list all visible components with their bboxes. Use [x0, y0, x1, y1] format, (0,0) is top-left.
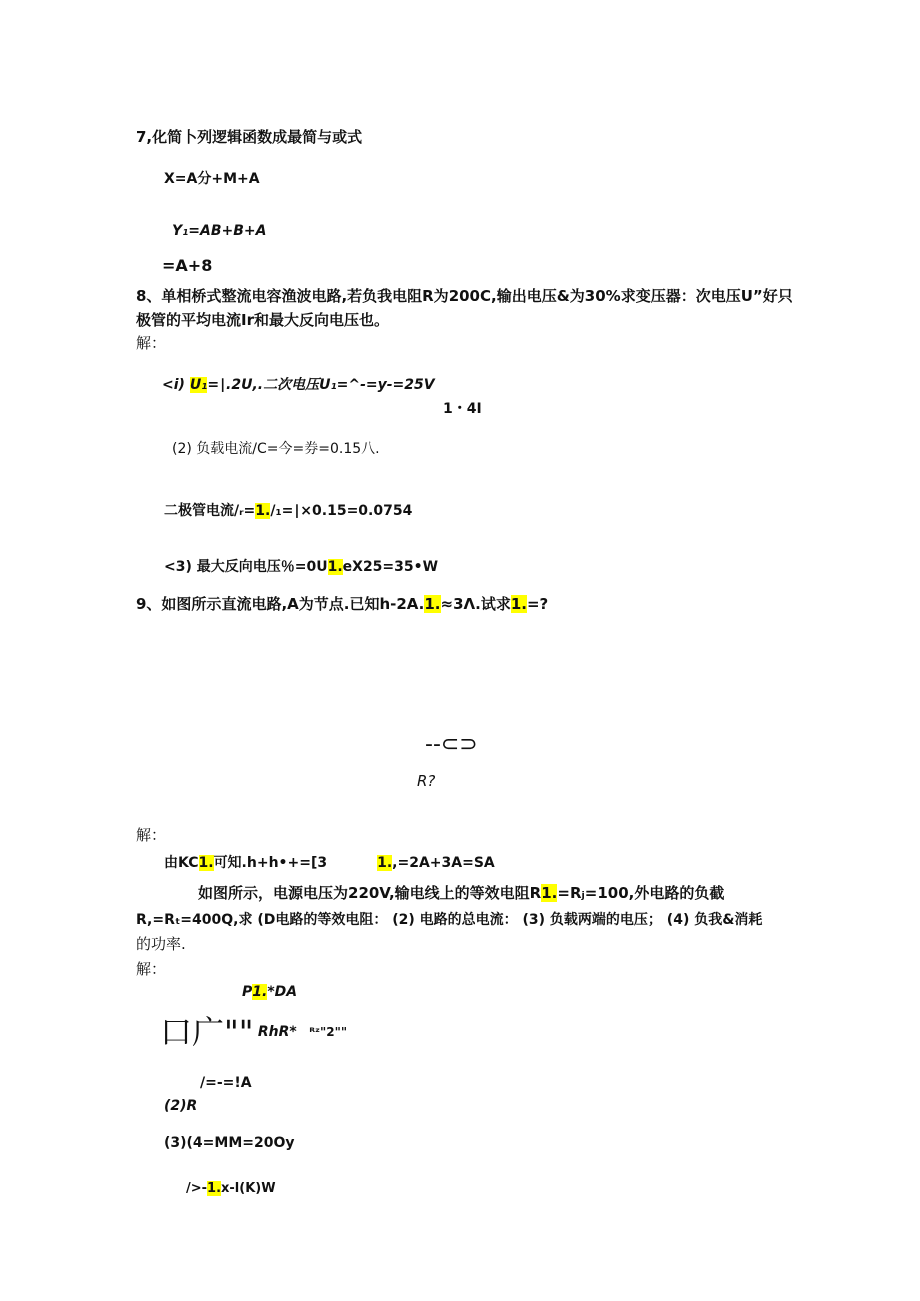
q10-paragraph-1-prefix: 如图所示，电源电压为220V,输电线上的等效电阻R: [198, 884, 542, 902]
q8-step-4: [164, 558, 438, 576]
q9-step-1-highlight-1: 1.: [198, 855, 214, 871]
q8-title-2: 极管的平均电流Ir和最大反向电压也。: [136, 311, 389, 329]
q10-step-3: (3)(4=MM=20Oy: [164, 1135, 295, 1151]
q8-step-3: [164, 502, 412, 520]
q8-step-1: [162, 376, 435, 394]
q8-solution-label: 解：: [136, 334, 167, 352]
q9-step-1-prefix: 由KC: [164, 855, 199, 871]
q10-paragraph-1: [198, 884, 724, 902]
q8-step-4-rest: eX25=35•W: [342, 559, 439, 575]
q10-current: /=-=!A: [200, 1075, 252, 1091]
q10-solution-label: 解：: [136, 960, 167, 978]
q9-title-prefix: 9、如图所示直流电路,A为节点.已知h-2A.: [136, 595, 425, 613]
q10-paragraph-1-rest: =Rⱼ=100,外电路的负截: [557, 884, 725, 902]
q10-step-p: [242, 983, 297, 1001]
q10-step-4: [186, 1180, 276, 1198]
q9-title-middle: ≈3Λ.试求: [440, 595, 511, 613]
q10-step-2: (2)R: [164, 1098, 198, 1114]
q9-title-highlight-2: 1.: [510, 595, 527, 613]
q7-line-3: =A+8: [162, 256, 213, 275]
q7-line-1: X=A分+M+A: [164, 171, 260, 187]
q9-title: [136, 595, 548, 613]
q8-step-2: (2) 负载电流/C=今=券=0.15八.: [172, 441, 380, 457]
q9-title-suffix: =?: [526, 595, 549, 613]
q9-step-1-highlight-2: 1.: [377, 855, 393, 871]
q9-figure-label: R?: [417, 772, 436, 790]
q8-step-1-denominator: 1・4I: [443, 401, 482, 417]
q10-rz: ᴿᶻ"2"": [309, 1025, 348, 1039]
q10-step-4-prefix: />-: [186, 1181, 208, 1196]
q10-step-4-rest: x-l(K)W: [221, 1181, 276, 1196]
q8-step-3-rest: /₁=∣×0.15=0.0754: [270, 503, 413, 519]
q9-title-highlight-1: 1.: [424, 595, 441, 613]
q8-title-1: 8、单相桥式整流电容渔波电路,若负我电阻R为200C,输出电压&为30%求变压器：次电压U”好只: [136, 287, 793, 305]
q10-step-p-highlight: 1.: [252, 984, 268, 1000]
q10-step-p-prefix: P: [242, 984, 253, 1000]
q8-step-3-prefix: 二极管电流/ᵣ=: [164, 503, 256, 519]
q8-step-1-prefix: <i): [162, 377, 190, 393]
q8-step-3-highlight: 1.: [255, 503, 271, 519]
q9-step-1-rest: ,=2A+3A=SA: [392, 855, 495, 871]
q10-paragraph-2: R,=Rₜ=400Q,求 (D电路的等效电阻： (2) 电路的总电流： (3) 负载两端的电压； (4) 负我&消耗: [136, 912, 763, 928]
q9-figure-resistor: --⊂⊃: [425, 732, 478, 757]
q10-rhr: RhR*: [257, 1024, 297, 1040]
q10-step-p-rest: *DA: [267, 984, 298, 1000]
q9-step-1-middle: 可知.h+h•+=[3: [213, 855, 328, 871]
q7-line-2: Y₁=AB+B+A: [172, 223, 267, 239]
q8-step-1-highlight: U₁: [189, 377, 208, 393]
q8-step-4-highlight: 1.: [327, 559, 343, 575]
q10-step-4-highlight: 1.: [207, 1181, 222, 1196]
q10-equivalent-resistance: [160, 1012, 347, 1052]
q8-step-4-prefix: <3) 最大反向电压％=0U: [164, 559, 328, 575]
q9-solution-label: 解：: [136, 826, 167, 844]
q10-big-glyphs: 口广"": [160, 1013, 254, 1051]
q9-step-1: [164, 854, 495, 872]
q8-step-1-rest: =∣.2U,.二次电压U₁=^-=y-=25V: [207, 377, 435, 393]
q10-paragraph-3: 的功率.: [136, 935, 186, 953]
q7-title: 7,化简卜列逻辑函数成最简与或式: [136, 128, 363, 146]
q10-paragraph-1-highlight: 1.: [541, 884, 558, 902]
